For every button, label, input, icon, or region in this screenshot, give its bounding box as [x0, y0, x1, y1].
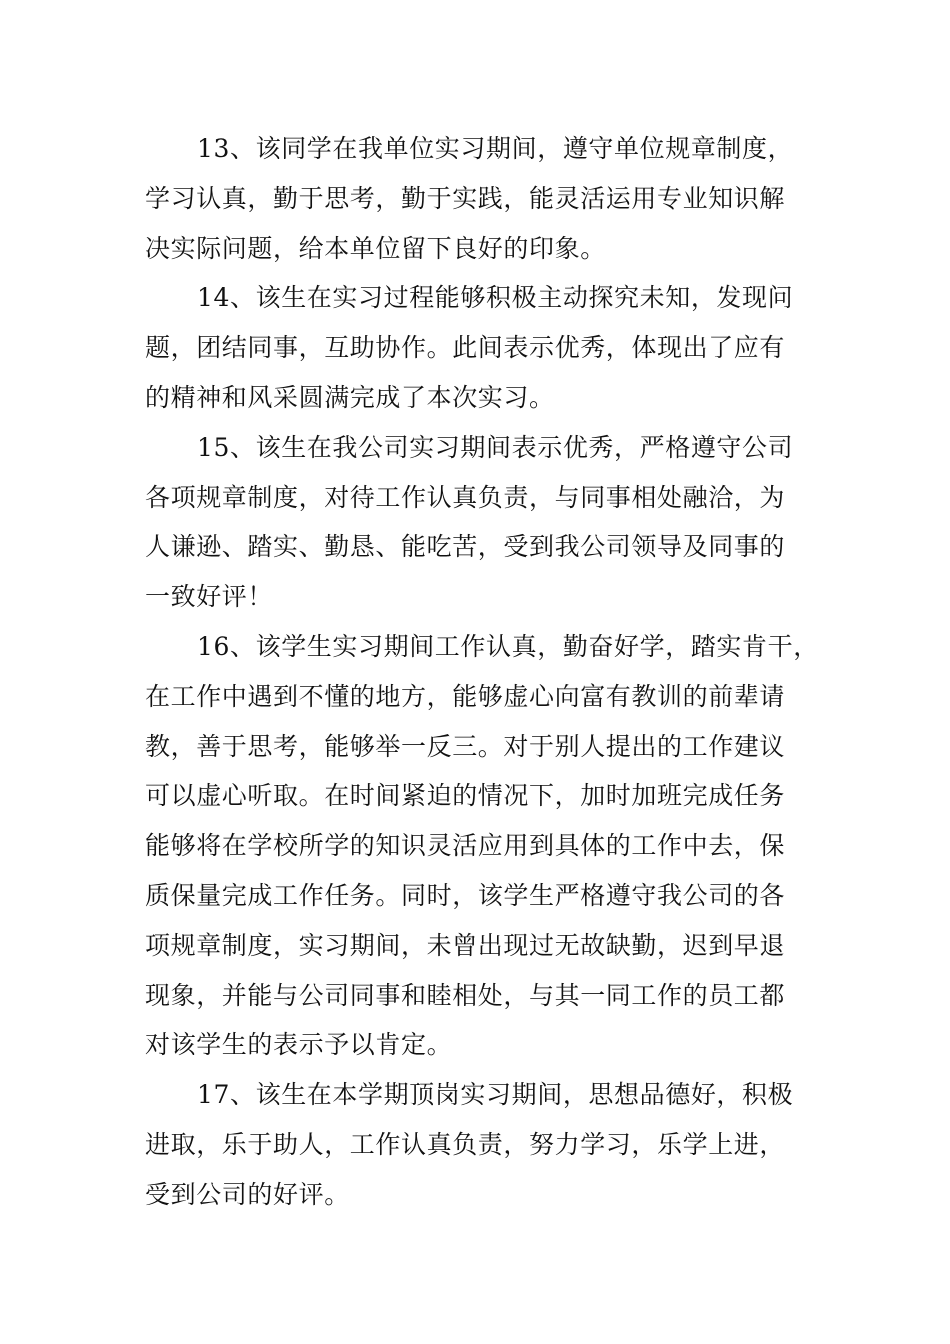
paragraph-line: 题，团结同事，互助协作。此间表示优秀，体现出了应有 — [145, 333, 786, 363]
paragraph-line: 决实际问题，给本单位留下良好的印象。 — [145, 233, 606, 263]
paragraph-16 — [145, 622, 819, 1070]
paragraph-line: 教，善于思考，能够举一反三。对于别人提出的工作建议 — [145, 731, 786, 761]
paragraph-line: 一致好评！ — [145, 582, 274, 612]
paragraph-line: 学习认真，勤于思考，勤于实践，能灵活运用专业知识解 — [145, 183, 786, 213]
paragraph-line: 质保量完成工作任务。同时，该学生严格遵守我公司的各 — [145, 880, 786, 910]
paragraph-14 — [145, 273, 810, 422]
paragraph-line: 项规章制度，实习期间，未曾出现过无故缺勤，迟到早退 — [145, 930, 786, 960]
paragraph-line: 可以虚心听取。在时间紧迫的情况下，加时加班完成任务 — [145, 781, 786, 811]
document-body — [145, 124, 819, 1220]
paragraph-line: 受到公司的好评。 — [145, 1179, 350, 1209]
paragraph-line: 对该学生的表示予以肯定。 — [145, 1030, 453, 1060]
paragraph-line: 13、该同学在我单位实习期间，遵守单位规章制度， — [197, 134, 794, 163]
paragraph-line: 15、该生在我公司实习期间表示优秀，严格遵守公司 — [197, 432, 794, 462]
paragraph-13 — [145, 124, 810, 273]
paragraph-15 — [145, 423, 810, 622]
paragraph-line: 17、该生在本学期顶岗实习期间，思想品德好，积极 — [197, 1080, 794, 1110]
paragraph-line: 16、该学生实习期间工作认真，勤奋好学，踏实肯干， — [197, 631, 819, 661]
paragraph-line: 的精神和风采圆满完成了本次实习。 — [145, 382, 555, 412]
paragraph-line: 现象，并能与公司同事和睦相处，与其一同工作的员工都 — [145, 980, 786, 1010]
paragraph-line: 能够将在学校所学的知识灵活应用到具体的工作中去，保 — [145, 831, 786, 861]
paragraph-line: 各项规章制度，对待工作认真负责，与同事相处融洽，为 — [145, 482, 786, 512]
paragraph-line: 人谦逊、踏实、勤恳、能吃苦，受到我公司领导及同事的 — [145, 532, 786, 562]
paragraph-line: 进取，乐于助人，工作认真负责，努力学习，乐学上进， — [145, 1129, 786, 1159]
paragraph-line: 14、该生在实习过程能够积极主动探究未知，发现问 — [197, 283, 794, 313]
paragraph-line: 在工作中遇到不懂的地方，能够虚心向富有教训的前辈请 — [145, 681, 786, 711]
paragraph-17 — [145, 1070, 810, 1219]
